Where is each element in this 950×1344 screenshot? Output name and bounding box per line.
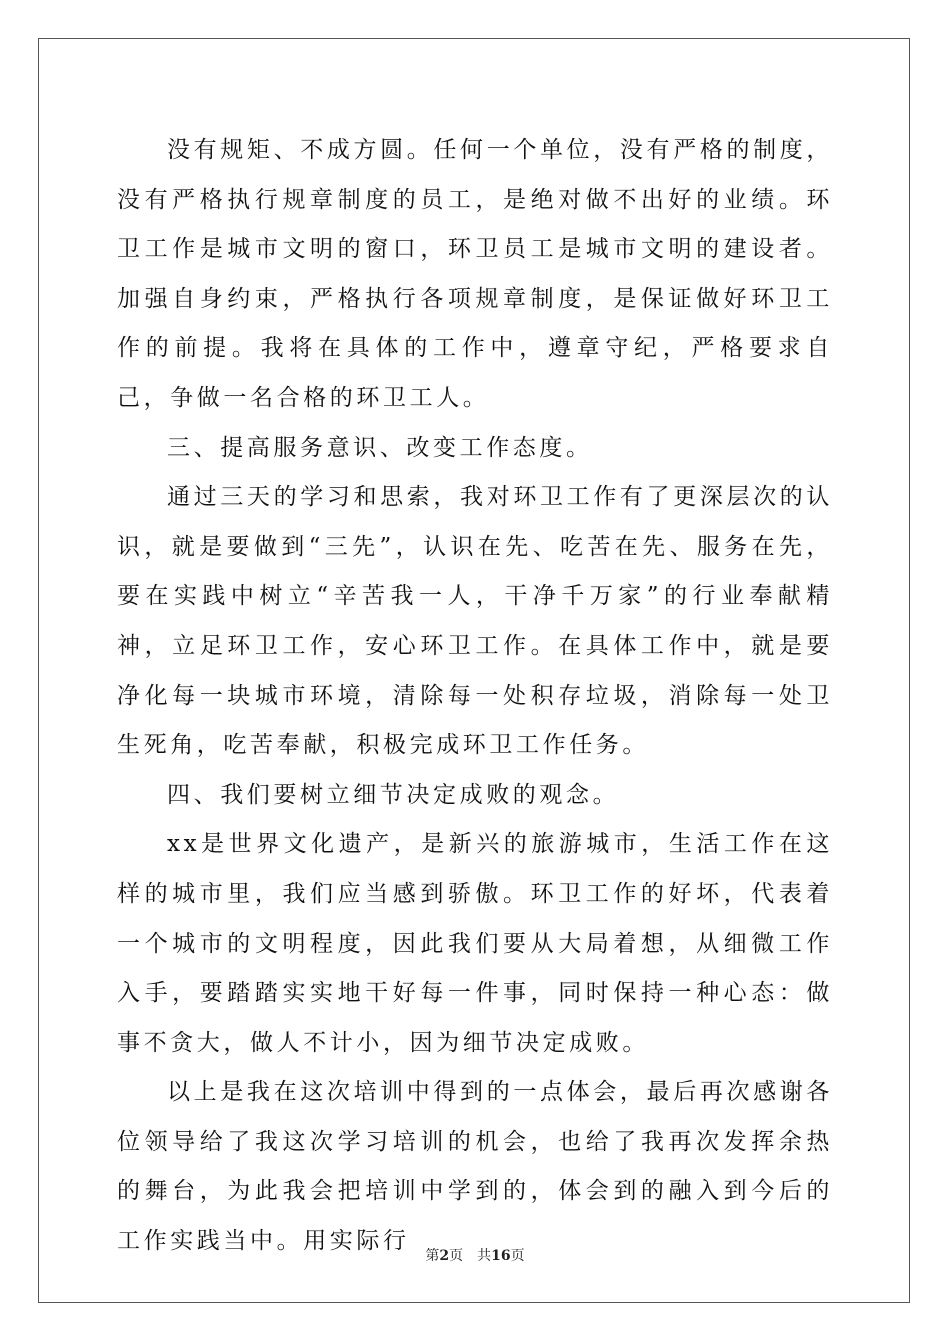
paragraph-rules: 没有规矩、不成方圆。任何一个单位，没有严格的制度，没有严格执行规章制度的员工，是绝对做不出好的业绩。环卫工作是城市文明的窗口，环卫员工是城市文明的建设者。加强自身约束，严格执行各项规章制度，是保证做好环卫工作的前提。我将在具体的工作中，遵章守纪，严格要求自己，争做一名合格的环卫工人。 [117,137,833,411]
page-number: 2 [439,1248,450,1264]
paragraph-conclusion: 以上是我在这次培训中得到的一点体会，最后再次感谢各位领导给了我这次学习培训的机会，也给了我再次发挥余热的舞台，为此我会把培训中学到的，体会到的融入到今后的工作实践当中。用实际行 [117,1079,833,1255]
paragraph-details: xx是世界文化遗产，是新兴的旅游城市，生活工作在这样的城市里，我们应当感到骄傲。环卫工作的好坏，代表着一个城市的文明程度，因此我们要从大局着想，从细微工作入手，要踏踏实实地干好每一件事，同时保持一种心态：做事不贪大，做人不计小，因为细节决定成败。 [117,831,833,1056]
paragraph-service-awareness: 通过三天的学习和思索，我对环卫工作有了更深层次的认识，就是要做到“三先”，认识在先、吃苦在先、服务在先， 要在实践中树立“辛苦我一人，干净千万家”的行业奉献精神，立足环卫工作，安心环卫工作。在具体工作中，就是要净化每一块城市环境，清除每一处积存垃圾，消除每一处卫生死角，吃苦奉献，积极完成环卫工作任务。 [117,484,833,759]
section-heading-4: 四、我们要树立细节决定成败的观念。 [167,781,620,808]
page-footer [0,1247,950,1265]
total-suffix: 页 [510,1248,525,1264]
document-body [117,126,833,1267]
total-pages: 16 [491,1248,511,1264]
page-suffix: 页 [449,1248,464,1264]
total-prefix: 共 [477,1248,492,1264]
page-prefix: 第 [425,1248,440,1264]
section-heading-3: 三、提高服务意识、改变工作态度。 [167,434,593,461]
